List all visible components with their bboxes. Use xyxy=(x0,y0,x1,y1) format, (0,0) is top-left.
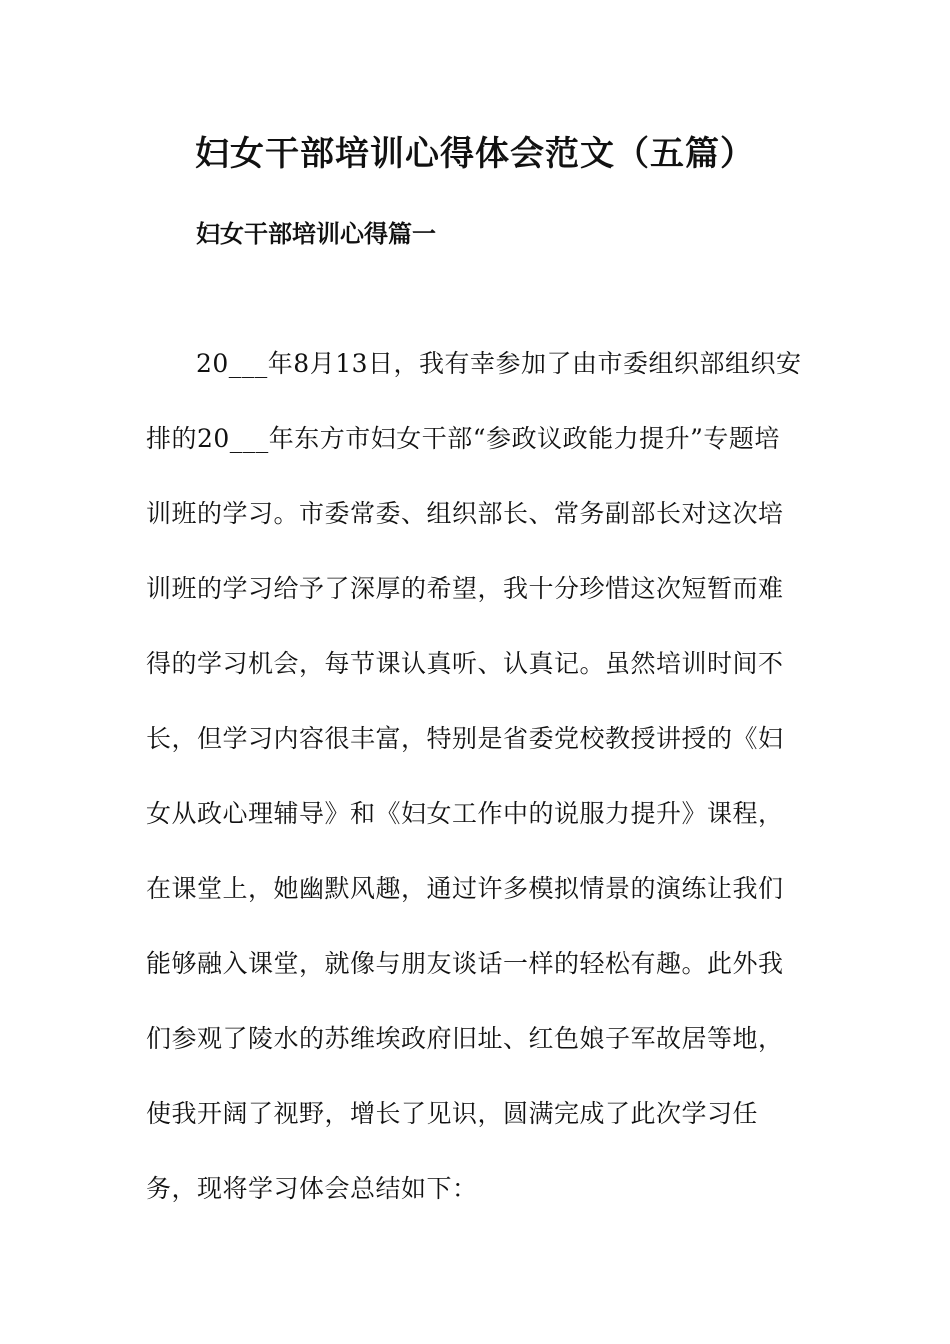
document-title: 妇女干部培训心得体会范文（五篇） xyxy=(195,134,755,174)
paragraph-line: 务，现将学习体会总结如下： xyxy=(146,1174,478,1203)
paragraph-line: 训班的学习给予了深厚的希望，我十分珍惜这次短暂而难 xyxy=(146,574,784,603)
section-heading: 妇女干部培训心得篇一 xyxy=(196,220,436,248)
paragraph-line: 长，但学习内容很丰富，特别是省委党校教授讲授的《妇 xyxy=(146,724,784,753)
paragraph-line: 得的学习机会，每节课认真听、认真记。虽然培训时间不 xyxy=(146,649,784,678)
paragraph-line: 训班的学习。市委常委、组织部长、常务副部长对这次培 xyxy=(146,499,784,528)
paragraph-line: 能够融入课堂，就像与朋友谈话一样的轻松有趣。此外我 xyxy=(146,949,784,978)
paragraph-line: 20___年8月13日，我有幸参加了由市委组织部组织安 xyxy=(196,349,802,378)
paragraph-line: 使我开阔了视野，增长了见识，圆满完成了此次学习任 xyxy=(146,1099,759,1128)
paragraph-line: 在课堂上，她幽默风趣，通过许多模拟情景的演练让我们 xyxy=(146,874,784,903)
paragraph-line: 们参观了陵水的苏维埃政府旧址、红色娘子军故居等地， xyxy=(146,1024,784,1053)
paragraph-line: 女从政心理辅导》和《妇女工作中的说服力提升》课程， xyxy=(146,799,784,828)
paragraph-line: 排的20___年东方市妇女干部“参政议政能力提升”专题培 xyxy=(146,424,780,453)
